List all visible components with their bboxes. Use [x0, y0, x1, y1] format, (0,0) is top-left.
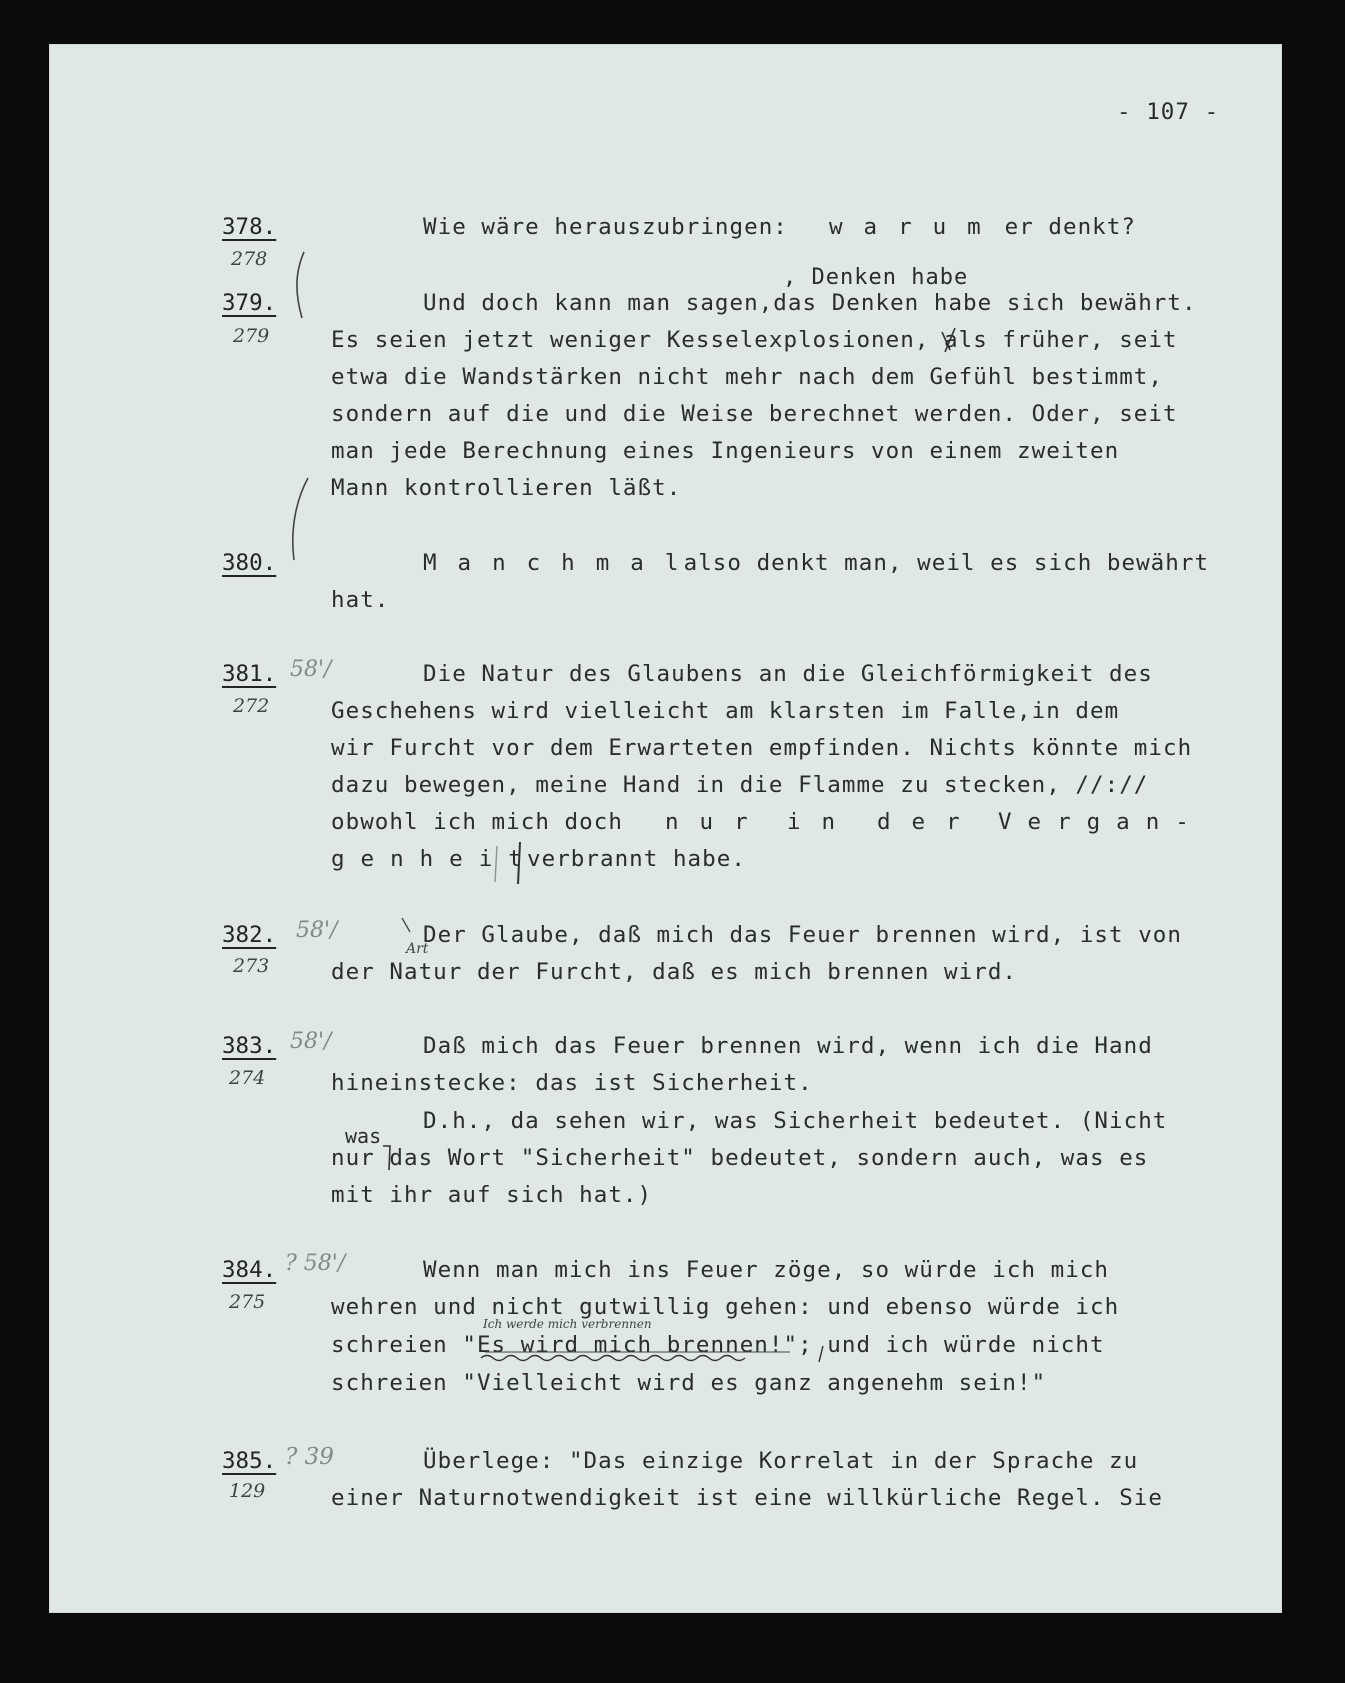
remark-number-385: 385.	[222, 1448, 277, 1474]
remark-number-384: 384.	[222, 1257, 277, 1283]
alt-number-272: 272	[233, 695, 270, 717]
pencil-note-384: ? 58'/	[285, 1251, 346, 1276]
remark-381-line-4: dazu bewegen, meine Hand in die Flamme zu stecken, //://	[331, 772, 1149, 798]
wavy-underline-384	[481, 1356, 745, 1361]
remark-381-spaced-der: der	[877, 809, 981, 835]
alt-number-129: 129	[229, 1480, 266, 1502]
remark-383-line-4: nur das Wort "Sicherheit" bedeutet, sondern auch, was es	[331, 1145, 1149, 1171]
slash-mark-384	[819, 1346, 823, 1362]
remark-379-line-3: etwa die Wandstärken nicht mehr nach dem Gefühl bestimmt,	[331, 364, 1163, 390]
remark-378-spaced-warum: warum	[829, 214, 1002, 240]
remark-381-spaced-genheit: genheit	[331, 846, 538, 872]
typed-insertion-denken-habe: , Denken habe	[783, 265, 969, 290]
remark-384-line-4: schreien "Vielleicht wird es ganz angenehm sein!"	[331, 1370, 1047, 1396]
remark-number-380: 380.	[222, 550, 277, 576]
remark-384-line-3: schreien "Es wird mich brennen!"; und ich würde nicht	[331, 1332, 1105, 1358]
remark-379-line-2: Es seien jetzt weniger Kesselexplosionen, als früher, seit	[331, 327, 1178, 353]
alt-number-274: 274	[229, 1067, 266, 1089]
caret-mark-382	[402, 918, 410, 932]
remark-384-line-1: Wenn man mich ins Feuer zöge, so würde ich mich	[423, 1257, 1110, 1283]
pencil-note-383: 58'/	[290, 1029, 332, 1054]
remark-number-381: 381.	[222, 661, 277, 687]
remark-383-line-1: Daß mich das Feuer brennen wird, wenn ich die Hand	[423, 1033, 1153, 1059]
remark-378-text-a: Wie wäre herauszubringen:	[423, 214, 803, 240]
alt-number-275: 275	[229, 1291, 266, 1313]
remark-381-line-6: verbrannt habe.	[527, 846, 746, 872]
typed-insertion-was: was	[345, 1124, 382, 1148]
margin-bracket-379-bottom	[293, 478, 308, 560]
remark-381-spaced-nur: nur	[665, 809, 769, 835]
remark-number-383: 383.	[222, 1033, 277, 1059]
page-number: - 107 -	[1117, 99, 1220, 125]
remark-380-line-1: also denkt man, weil es sich bewährt	[669, 550, 1210, 576]
pencil-note-385: ? 39	[285, 1444, 334, 1470]
remark-380-line-2: hat.	[331, 587, 390, 613]
remark-381-line-1: Die Natur des Glaubens an die Gleichförmigkeit des	[423, 661, 1153, 687]
remark-383-line-2: hineinstecke: das ist Sicherheit.	[331, 1070, 813, 1096]
remark-381-line-5a: obwohl ich mich doch	[331, 809, 638, 835]
alt-number-273: 273	[233, 955, 270, 977]
remark-378-text-b: er denkt?	[990, 214, 1136, 240]
remark-385-line-1: Überlege: "Das einzige Korrelat in der Sprache zu	[423, 1448, 1139, 1474]
remark-381-line-2: Geschehens wird vielleicht am klarsten im Falle,in dem	[331, 698, 1120, 724]
margin-bracket-379-top	[297, 252, 304, 318]
pencil-note-382: 58'/	[296, 918, 338, 943]
insert-hook-was	[383, 1146, 390, 1170]
remark-380-spaced-manchmal: Manchmal	[423, 550, 700, 576]
remark-382-line-1: Der Glaube, daß mich das Feuer brennen wird, ist von	[423, 922, 1182, 948]
remark-379-line-4: sondern auf die und die Weise berechnet werden. Oder, seit	[331, 401, 1178, 427]
pencil-note-381: 58'/	[290, 657, 332, 682]
remark-379-line-1: Und doch kann man sagen,das Denken habe sich bewährt.	[423, 290, 1197, 316]
remark-383-line-3: D.h., da sehen wir, was Sicherheit bedeutet. (Nicht	[423, 1108, 1168, 1134]
pencil-mark-genheit	[495, 846, 497, 882]
handwritten-insert-ich-werde-mich-verbrennen: Ich werde mich verbrennen	[483, 1317, 652, 1331]
insert-bar-genheit	[518, 842, 520, 884]
remark-number-379: 379.	[222, 290, 277, 316]
remark-385-line-2: einer Naturnotwendigkeit ist eine willkürliche Regel. Sie	[331, 1485, 1163, 1511]
handwritten-insert-art: Art	[406, 941, 429, 957]
remark-381-spaced-in: in	[787, 809, 857, 835]
caret-mark-kesselexplosionen	[942, 328, 955, 352]
remark-379-line-6: Mann kontrollieren läßt.	[331, 475, 682, 501]
alt-number-279: 279	[233, 325, 270, 347]
remark-382-line-2: der Natur der Furcht, daß es mich brennen wird.	[331, 959, 1018, 985]
remark-381-line-3: wir Furcht vor dem Erwarteten empfinden. Nichts könnte mich	[331, 735, 1193, 761]
remark-384-line-2: wehren und nicht gutwillig gehen: und ebenso würde ich	[331, 1294, 1120, 1320]
remark-number-382: 382.	[222, 922, 277, 948]
remark-381-spaced-vergan: Vergan-	[998, 809, 1205, 835]
remark-379-line-5: man jede Berechnung eines Ingenieurs von einem zweiten	[331, 438, 1120, 464]
alt-number-278: 278	[231, 248, 268, 270]
remark-number-378: 378.	[222, 214, 277, 240]
remark-383-line-5: mit ihr auf sich hat.)	[331, 1182, 653, 1208]
